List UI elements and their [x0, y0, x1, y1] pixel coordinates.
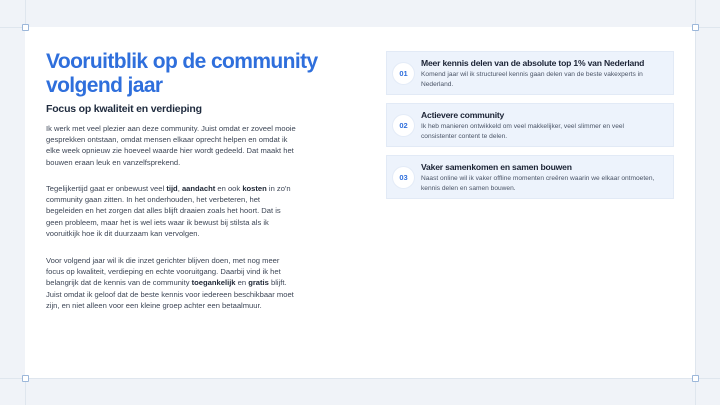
slide-title[interactable]: Vooruitblik op de community volgend jaar: [46, 50, 318, 97]
number-badge: 02: [393, 115, 414, 136]
goal-card-1[interactable]: [386, 51, 674, 95]
number-badge: 03: [393, 167, 414, 188]
resize-handle-top-right[interactable]: [692, 24, 699, 31]
text-run: Voor volgend jaar wil ik die inzet gerichter blijven doen, met nog meer focus op kwaliteit, verdieping en echte vooruitgang. Daarbij vind ik het belangrijk dat de kennis van de community: [46, 256, 281, 288]
card-description: Ik heb manieren ontwikkeld om veel makkelijker, veel slimmer en veel consistenter content te delen.: [421, 123, 625, 140]
card-description: Naast online wil ik vaker offline momenten creëren waarin we elkaar ontmoeten, kennis delen en samen bouwen.: [421, 175, 655, 192]
text-run: blijft. Juist omdat ik geloof dat de beste kennis voor iedereen beschikbaar moet zijn, en niet alleen voor een kleine groep achter een betaalmuur.: [46, 278, 294, 310]
goal-card-3[interactable]: [386, 155, 674, 199]
body-paragraph-3[interactable]: [46, 255, 296, 311]
resize-handle-top-left[interactable]: [22, 24, 29, 31]
text-run: in zo'n community gaan zitten. In het onderhouden, het verbeteren, het begeleiden en het zorgen dat alles blijft draaien zoals het hoort. Dat is geen probleem, maar het is wel iets waar ik bewust bij stilsta als ik vooruitkijk hoe ik dit duurzaam kan vervolgen.: [46, 184, 291, 238]
bold-run-tijd: tijd: [166, 184, 178, 193]
guide-line-right: [695, 0, 696, 405]
number-badge: 01: [393, 63, 414, 84]
card-description: Komend jaar wil ik structureel kennis gaan delen van de beste vakexperts in Nederland.: [421, 71, 643, 88]
guide-line-bottom: [0, 378, 720, 379]
slide-subtitle[interactable]: Focus op kwaliteit en verdieping: [46, 103, 202, 115]
card-title: Meer kennis delen van de absolute top 1% van Nederland: [421, 58, 645, 68]
text-run: Tegelijkertijd gaat er onbewust veel: [46, 184, 167, 193]
bold-run-aandacht: aandacht: [181, 184, 216, 193]
bold-run-toegankelijk: toegankelijk: [191, 278, 236, 288]
resize-handle-bottom-left[interactable]: [22, 375, 29, 382]
text-run: ,: [177, 184, 182, 193]
bold-run-kosten: kosten: [242, 184, 267, 193]
bold-run-gratis: gratis: [248, 278, 269, 288]
card-title: Actievere community: [421, 110, 505, 120]
text-run: en ook: [215, 184, 243, 193]
body-paragraph-1[interactable]: Ik werk met veel plezier aan deze community. Juist omdat er zoveel mooie gesprekken ontstaan, omdat mensen elkaar oprecht helpen en omdat ik elke week opnieuw zie hoeveel waarde hier wordt gedeeld. Dat maakt het bouwen eraan leuk en vanzelfsprekend.: [46, 124, 296, 167]
card-title: Vaker samenkomen en samen bouwen: [421, 162, 572, 172]
resize-handle-bottom-right[interactable]: [692, 375, 699, 382]
body-paragraph-2[interactable]: [46, 183, 296, 239]
slide-canvas[interactable]: [25, 27, 695, 378]
text-run: en: [235, 278, 249, 288]
goal-card-2[interactable]: [386, 103, 674, 147]
